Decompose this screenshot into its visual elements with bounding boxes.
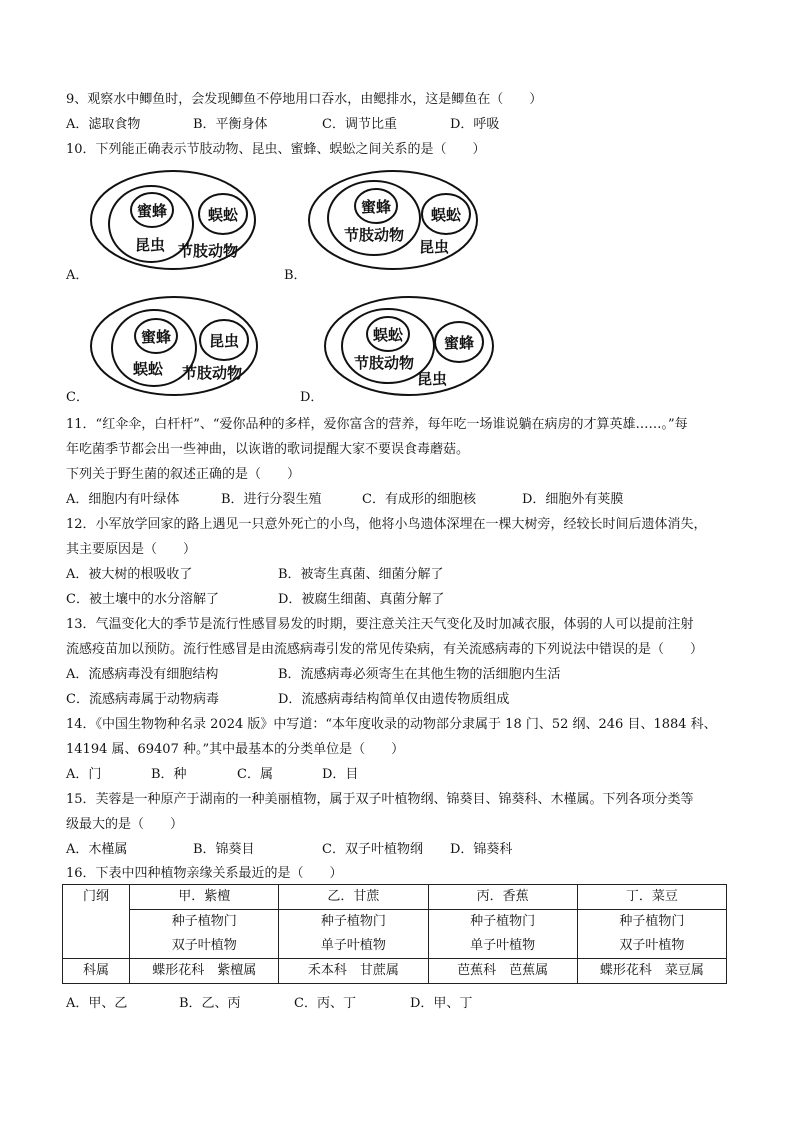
option-d: D．呼吸 xyxy=(450,117,500,132)
question-10-stem: 10．下列能正确表示节肢动物、昆虫、蜜蜂、蜈蚣之间关系的是（ ） xyxy=(66,142,486,157)
diagram-d-inner2: 蜜蜂 xyxy=(443,334,475,352)
diagram-a-inner1: 蜜蜂 xyxy=(136,202,168,220)
table-cell: 芭蕉科 芭蕉属 xyxy=(428,959,577,984)
diagram-c-outer: 节肢动物 xyxy=(181,364,243,382)
option-d: D．流感病毒结构简单仅由遗传物质组成 xyxy=(278,692,510,707)
diagram-a-label: A． xyxy=(66,268,89,283)
table-cell: 种子植物门 xyxy=(577,910,726,935)
diagram-b-inner2: 蜈蚣 xyxy=(430,206,462,224)
question-11-stem-line2: 年吃菌季节都会出一些神曲，以诙谐的歌词提醒大家不要误食毒蘑菇。 xyxy=(66,442,470,457)
question-12-stem-line1: 12．小军放学回家的路上遇见一只意外死亡的小鸟，他将小鸟遗体深埋在一棵大树旁，经较长时间后遗体消失， xyxy=(66,517,707,532)
diagram-b-label: B． xyxy=(284,268,307,283)
table-row xyxy=(63,934,727,959)
option-c: C．流感病毒属于动物病毒 xyxy=(66,692,219,707)
option-d: D．被腐生细菌、真菌分解了 xyxy=(278,592,445,607)
row-header-phylum-class: 门纲 xyxy=(63,885,130,959)
option-c: C．丙、丁 xyxy=(294,996,356,1011)
question-11-stem-line3: 下列关于野生菌的叙述正确的是（ ） xyxy=(66,467,301,482)
table-cell: 双子叶植物 xyxy=(130,934,279,959)
question-12-stem-line2: 其主要原因是（ ） xyxy=(66,542,197,557)
diagram-d-inner1-parent: 节肢动物 xyxy=(353,354,415,372)
table-cell: 蝶形花科 紫檀属 xyxy=(130,959,279,984)
table-cell: 种子植物门 xyxy=(428,910,577,935)
option-a: A．门 xyxy=(66,767,102,782)
table-row xyxy=(63,910,727,935)
table-cell: 禾本科 甘蔗属 xyxy=(279,959,428,984)
venn-diagram-a xyxy=(88,168,258,272)
question-16-stem: 16．下表中四种植物亲缘关系最近的是（ ） xyxy=(66,866,343,881)
diagram-b-inner1: 蜜蜂 xyxy=(360,198,392,216)
option-a: A．流感病毒没有细胞结构 xyxy=(66,667,219,682)
question-13-stem-line1: 13．气温变化大的季节是流行性感冒易发的时期，要注意关注天气变化及时加减衣服，体弱的人可以提前注射 xyxy=(66,617,694,632)
table-cell: 蝶形花科 菜豆属 xyxy=(577,959,726,984)
option-d: D．目 xyxy=(322,767,359,782)
option-b: B．被寄生真菌、细菌分解了 xyxy=(278,567,444,582)
option-b: B．平衡身体 xyxy=(193,117,268,132)
table-cell: 单子叶植物 xyxy=(279,934,428,959)
diagram-a-inner2: 蜈蚣 xyxy=(207,206,239,224)
table-cell: 种子植物门 xyxy=(130,910,279,935)
option-b: B．锦葵目 xyxy=(193,842,255,857)
question-9-stem: 9、观察水中鲫鱼时，会发现鲫鱼不停地用口吞水，由鳃排水，这是鲫鱼在（ ） xyxy=(66,92,543,107)
option-c: C．有成形的细胞核 xyxy=(362,492,476,507)
option-c: C．属 xyxy=(237,767,273,782)
diagram-a-inner1-parent: 昆虫 xyxy=(134,236,166,254)
option-b: B．乙、丙 xyxy=(179,996,241,1011)
option-a: A．被大树的根吸收了 xyxy=(66,567,193,582)
row-header-family-genus: 科属 xyxy=(63,959,130,984)
table-cell: 丁．菜豆 xyxy=(577,885,726,910)
option-d: D．细胞外有荚膜 xyxy=(522,492,624,507)
option-a: A．甲、乙 xyxy=(66,996,128,1011)
question-15-stem-line1: 15．芙蓉是一种原产于湖南的一种美丽植物，属于双子叶植物纲、锦葵目、锦葵科、木槿属。下列各项分类等 xyxy=(66,792,694,807)
question-15-stem-line2: 级最大的是（ ） xyxy=(66,817,184,832)
diagram-d-label: D． xyxy=(300,390,324,405)
option-d: D．甲、丁 xyxy=(410,996,473,1011)
question-13-stem-line2: 流感疫苗加以预防。流行性感冒是由流感病毒引发的常见传染病，有关流感病毒的下列说法中错误的是（ ） xyxy=(66,642,704,657)
option-b: B．进行分裂生殖 xyxy=(221,492,322,507)
venn-diagram-d xyxy=(322,294,496,398)
option-a: A．滤取食物 xyxy=(66,117,141,132)
table-row xyxy=(63,959,727,984)
option-a: A．细胞内有叶绿体 xyxy=(66,492,180,507)
venn-diagram-c xyxy=(88,294,260,398)
option-c: C．调节比重 xyxy=(322,117,397,132)
diagram-b-inner1-parent: 节肢动物 xyxy=(343,226,405,244)
option-c: C．被土壤中的水分溶解了 xyxy=(66,592,219,607)
diagram-a-outer: 节肢动物 xyxy=(177,242,239,260)
diagram-d-inner1: 蜈蚣 xyxy=(372,326,404,344)
question-14-stem-line1: 14．《中国生物物种名录 2024 版》中写道：“本年度收录的动物部分隶属于 18 门、52 纲、246 目、1884 科、 xyxy=(66,717,717,732)
table-cell: 种子植物门 xyxy=(279,910,428,935)
table-cell: 甲．紫檀 xyxy=(130,885,279,910)
diagram-b-outer: 昆虫 xyxy=(418,238,450,256)
diagram-c-inner2: 昆虫 xyxy=(208,332,240,350)
option-d: D．锦葵科 xyxy=(450,842,513,857)
diagram-c-inner1-parent: 蜈蚣 xyxy=(132,360,164,378)
table-cell: 双子叶植物 xyxy=(577,934,726,959)
diagram-d-outer: 昆虫 xyxy=(416,370,448,388)
venn-diagram-b xyxy=(306,168,480,272)
table-cell: 乙．甘蔗 xyxy=(279,885,428,910)
diagram-c-inner1: 蜜蜂 xyxy=(140,328,172,346)
plant-classification-table xyxy=(62,884,727,984)
option-b: B．流感病毒必须寄生在其他生物的活细胞内生活 xyxy=(278,667,561,682)
option-a: A．木槿属 xyxy=(66,842,128,857)
option-b: B．种 xyxy=(151,767,187,782)
question-11-stem-line1: 11．“红伞伞，白杆杆”、“爱你品种的多样，爱你富含的营养，每年吃一场谁说躺在病房的才算英雄……。”每 xyxy=(66,417,688,432)
option-c: C．双子叶植物纲 xyxy=(322,842,423,857)
diagram-c-label: C． xyxy=(66,390,89,405)
table-row xyxy=(63,885,727,910)
table-cell: 丙．香蕉 xyxy=(428,885,577,910)
question-14-stem-line2: 14194 属、69407 种。”其中最基本的分类单位是（ ） xyxy=(66,742,405,757)
table-cell: 单子叶植物 xyxy=(428,934,577,959)
